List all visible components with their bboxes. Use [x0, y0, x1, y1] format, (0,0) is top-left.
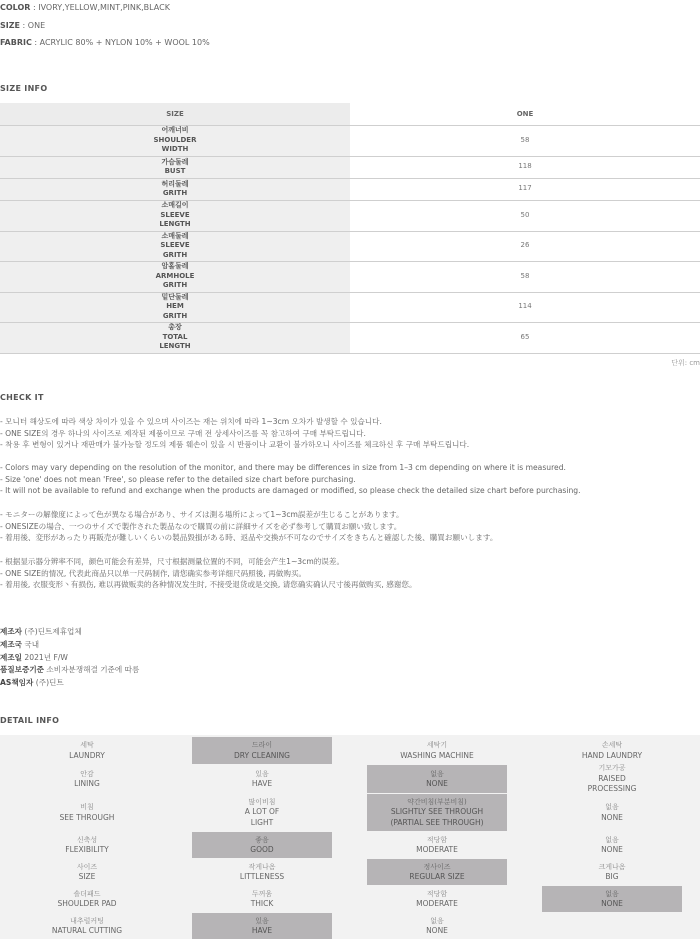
detail-option — [542, 859, 682, 885]
size-table — [0, 103, 700, 354]
detail-row-label — [17, 832, 157, 858]
detail-english-label: SEE THROUGH — [59, 812, 115, 822]
detail-row-label — [17, 765, 157, 793]
note-line: - 着用後, 衣服变形丶有损伤, 难以再做贩卖的各种情况发生时, 不接受退货或是交换, 请您确实确认尺寸後再做购买, 感谢您。 — [0, 580, 417, 590]
detail-option-selected — [367, 794, 507, 831]
maker-value: 국내 — [22, 639, 40, 649]
detail-option — [542, 737, 682, 764]
detail-english-label: MODERATE — [416, 845, 458, 854]
size-row-label — [0, 200, 350, 231]
detail-english-label: GOOD — [250, 845, 274, 854]
size-row-label-line: 어깨너비 — [161, 126, 189, 135]
size-row-label-line: LENGTH — [159, 342, 191, 351]
detail-option-selected — [192, 737, 332, 764]
size-row-label — [0, 156, 350, 178]
detail-korean-label: 크게나옴 — [598, 862, 626, 871]
detail-info-table — [0, 735, 700, 939]
maker-key: AS책임자 — [0, 678, 34, 688]
note-line: - 모니터 해상도에 따라 색상 차이가 있을 수 있으며 사이즈는 재는 위치에 따라 1~3cm 오차가 발생할 수 있습니다. — [0, 417, 382, 426]
size-row-value: 26 — [350, 231, 700, 261]
size-row-label-line: HEM — [166, 302, 184, 311]
detail-row-label — [17, 859, 157, 885]
detail-english-label: NONE — [601, 899, 623, 908]
detail-english-label: HAVE — [251, 779, 273, 788]
detail-english-label: PROCESSING — [587, 784, 637, 794]
maker-line — [0, 652, 139, 665]
maker-value: 소비자분쟁해결 기준에 따름 — [44, 665, 140, 675]
detail-korean-label: 많이비침 — [248, 797, 276, 806]
detail-english-label: LITTLENESS — [239, 872, 285, 881]
size-column-header: SIZE — [0, 103, 350, 125]
size-row — [0, 292, 700, 322]
size-table-header — [0, 103, 700, 125]
detail-option-selected — [367, 859, 507, 885]
note-line: - 着用後、変形があったり再販売が難しいくらいの製品毀損がある時、返品や交換が不可なのでサイズをきちんと確認した後、購買お願いします。 — [0, 533, 498, 543]
size-row-value: 65 — [350, 322, 700, 353]
unit-label: 단위: cm — [671, 359, 700, 367]
maker-value: (주)딘트 — [33, 678, 64, 688]
note-line: - 根据显示器分辨率不同，颜色可能会有差异，尺寸根据测量位置的不同，可能会产生1~3cm的误差。 — [0, 557, 345, 566]
size-row-label — [0, 231, 350, 261]
maker-line — [0, 664, 139, 677]
detail-english-label: DRY CLEANING — [233, 750, 290, 760]
size-row-value: 58 — [350, 125, 700, 156]
spec-color: COLOR : IVORY,YELLOW,MINT,PINK,BLACK — [0, 3, 170, 12]
note-group — [0, 416, 469, 451]
detail-row-label — [17, 737, 157, 764]
detail-row-label — [17, 886, 157, 912]
detail-korean-label: 정사이즈 — [423, 862, 451, 871]
maker-line — [0, 626, 139, 639]
note-line: - ONE SIZE의 경우 하나의 사이즈로 제작된 제품이므로 구매 전 상세사이즈를 꼭 참고하여 구매 부탁드립니다. — [0, 428, 366, 438]
size-row-label-line: GRITH — [162, 250, 188, 259]
detail-korean-label: 좋음 — [255, 835, 269, 844]
detail-korean-label: 숄더패드 — [73, 889, 101, 898]
size-row-label-line: 소매길이 — [161, 201, 189, 210]
detail-korean-label: 안감 — [80, 769, 94, 778]
note-group — [0, 509, 497, 544]
detail-english-label: FLEXIBILITY — [65, 845, 109, 854]
detail-option — [367, 737, 507, 764]
detail-option — [542, 794, 682, 831]
detail-option — [192, 886, 332, 912]
size-row-label-line: ARMHOLE — [155, 271, 195, 280]
maker-key: 제조국 — [0, 639, 23, 649]
size-row-label — [0, 261, 350, 292]
size-row-label — [0, 292, 350, 322]
size-row-label-line: 소매둘레 — [161, 231, 189, 240]
detail-korean-label: 작게나옴 — [248, 862, 276, 871]
size-row-label-line: 총장 — [168, 323, 182, 332]
size-row-value: 118 — [350, 156, 700, 178]
detail-korean-label: 세탁 — [80, 741, 94, 749]
size-row-label-line: TOTAL — [162, 332, 188, 341]
detail-english-label: LINING — [74, 779, 100, 788]
detail-row-label — [17, 913, 157, 939]
note-line: - ONESIZEの場合、一つのサイズで製作された製品なので購買の前に詳細サイズを必ず参考して購買お願い致します。 — [0, 521, 402, 531]
size-row-value: 58 — [350, 261, 700, 292]
detail-option — [542, 832, 682, 858]
note-line: - Size 'one' does not mean 'Free', so please refer to the detailed size chart before purchasing. — [0, 474, 356, 484]
size-row-label-line: LENGTH — [159, 220, 191, 229]
detail-option — [192, 794, 332, 831]
detail-korean-label: 비침 — [80, 803, 94, 811]
size-row — [0, 156, 700, 178]
detail-korean-label: 있음 — [255, 769, 269, 778]
size-row-label — [0, 322, 350, 353]
size-row-value: 114 — [350, 292, 700, 322]
detail-option-selected — [192, 832, 332, 858]
detail-english-label: (PARTIAL SEE THROUGH) — [390, 817, 484, 827]
size-row-label-line: 허리둘레 — [161, 179, 189, 188]
size-info-title: SIZE INFO — [0, 84, 48, 93]
detail-english-label: NONE — [601, 845, 623, 854]
size-row-label-line: 밑단둘레 — [161, 292, 189, 301]
size-row-label-line: 가슴둘레 — [161, 157, 189, 166]
size-row-value: 117 — [350, 178, 700, 200]
note-line: - Colors may vary depending on the resolution of the monitor, and there may be differences in size from 1–3 cm depending on where it is measured. — [0, 463, 566, 472]
maker-value: 2021년 F/W — [22, 652, 68, 662]
size-row-label-line: WIDTH — [161, 145, 189, 154]
detail-english-label: NONE — [601, 812, 623, 822]
detail-english-label: SIZE — [78, 872, 96, 881]
maker-value: (주)딘트제휴업체 — [22, 627, 82, 636]
detail-korean-label: 약간비침(부분비침) — [407, 797, 467, 806]
size-row-label-line: GRITH — [162, 189, 188, 197]
detail-korean-label: 없음 — [605, 889, 619, 898]
note-line: - ONE SIZE的情况, 代表此商品只以单一尺码制作, 请您确实参考详细尺码照後, 再做购买。 — [0, 568, 307, 578]
size-row — [0, 178, 700, 200]
size-row-label-line: GRITH — [162, 281, 188, 290]
note-line: - モニターの解像度によって色が異なる場合があり、サイズは測る場所によって1~3cm誤差が生じることがあります。 — [0, 510, 404, 519]
detail-option — [192, 765, 332, 793]
detail-korean-label: 없음 — [605, 803, 619, 811]
size-row-label — [0, 125, 350, 156]
detail-korean-label: 없음 — [605, 835, 619, 844]
detail-option-selected — [367, 765, 507, 793]
detail-english-label: NONE — [426, 779, 448, 788]
size-row-label-line: SHOULDER — [153, 135, 197, 144]
detail-english-label: RAISED — [598, 773, 626, 783]
maker-line — [0, 677, 139, 690]
detail-korean-label: 두꺼움 — [251, 889, 273, 898]
maker-key: 제조일 — [0, 652, 23, 662]
maker-line — [0, 639, 139, 652]
detail-option — [367, 886, 507, 912]
one-column-header: ONE — [350, 103, 700, 125]
detail-option — [367, 913, 507, 939]
detail-english-label: MODERATE — [416, 899, 458, 908]
detail-korean-label: 내추럴커팅 — [70, 916, 104, 925]
size-row-label — [0, 178, 350, 200]
detail-korean-label: 있음 — [255, 916, 269, 925]
detail-option-selected — [192, 913, 332, 939]
detail-option-selected — [542, 886, 682, 912]
maker-key: 품질보증기준 — [0, 665, 45, 675]
detail-korean-label: 적당함 — [426, 889, 448, 898]
spec-size: SIZE : ONE — [0, 21, 46, 30]
maker-info — [0, 626, 139, 690]
detail-korean-label: 사이즈 — [76, 862, 98, 871]
note-group — [0, 556, 417, 591]
detail-option — [192, 859, 332, 885]
detail-english-label: NATURAL CUTTING — [51, 926, 123, 935]
detail-english-label: BIG — [605, 872, 619, 881]
detail-english-label: HAND LAUNDRY — [581, 750, 643, 760]
detail-english-label: WASHING MACHINE — [400, 750, 474, 760]
check-it-title: CHECK IT — [0, 393, 44, 402]
note-line: - 착용 후 변형이 있거나 재판매가 불가능할 정도의 제품 훼손이 있을 시 반품이나 교환이 불가하오니 사이즈를 체크하신 후 구매 부탁드립니다. — [0, 440, 470, 450]
size-row — [0, 231, 700, 261]
maker-key: 제조자 — [0, 627, 23, 636]
detail-english-label: SLIGHTLY SEE THROUGH — [390, 807, 484, 817]
size-row-value: 50 — [350, 200, 700, 231]
size-row — [0, 125, 700, 156]
detail-option — [367, 832, 507, 858]
size-row-label-line: SLEEVE — [160, 241, 190, 250]
detail-english-label: REGULAR SIZE — [409, 872, 465, 881]
detail-english-label: LAUNDRY — [69, 750, 105, 760]
detail-korean-label: 없음 — [430, 769, 444, 778]
spec-fabric: FABRIC : ACRYLIC 80% + NYLON 10% + WOOL 10% — [0, 38, 210, 47]
detail-korean-label: 기모가공 — [598, 764, 626, 773]
detail-row-label — [17, 794, 157, 831]
note-line: - It will not be available to refund and exchange when the products are damaged or modified, so please check the detailed size chart before purchasing. — [0, 486, 581, 496]
detail-english-label: LIGHT — [250, 817, 274, 827]
detail-info-title: DETAIL INFO — [0, 716, 60, 725]
detail-english-label: THICK — [250, 899, 274, 908]
size-row-label-line: 암홀둘레 — [161, 262, 189, 271]
detail-english-label: A LOT OF — [244, 807, 280, 817]
size-row-label-line: GRITH — [162, 311, 188, 320]
detail-korean-label: 없음 — [430, 916, 444, 925]
detail-korean-label: 적당함 — [426, 835, 448, 844]
note-group — [0, 462, 581, 497]
detail-english-label: NONE — [426, 926, 448, 935]
detail-option — [542, 765, 682, 793]
detail-korean-label: 드라이 — [251, 741, 273, 749]
size-row — [0, 200, 700, 231]
detail-english-label: HAVE — [251, 926, 273, 935]
detail-korean-label: 손세탁 — [601, 741, 623, 749]
size-row — [0, 322, 700, 353]
size-row-label-line: BUST — [164, 167, 186, 175]
size-row-label-line: SLEEVE — [160, 210, 190, 219]
detail-korean-label: 세탁기 — [426, 741, 448, 749]
detail-english-label: SHOULDER PAD — [57, 899, 117, 908]
size-row — [0, 261, 700, 292]
detail-korean-label: 신축성 — [76, 835, 98, 844]
